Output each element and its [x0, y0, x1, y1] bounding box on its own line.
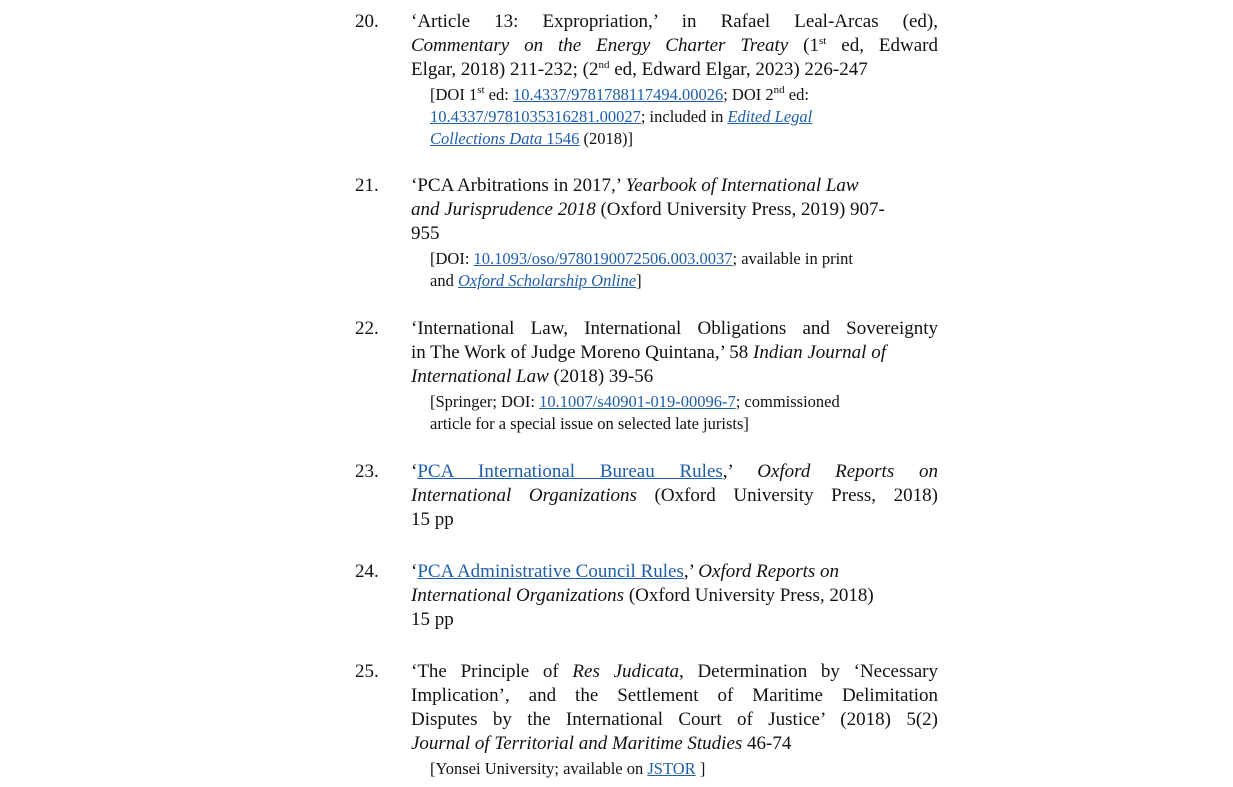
- citation-line: International Organizations (Oxford University Press, 2018): [411, 585, 874, 606]
- entry-24: [355, 560, 945, 634]
- entry-21: [355, 174, 945, 296]
- entry-number: 21.: [355, 175, 379, 196]
- entry-number: 23.: [355, 461, 379, 482]
- jstor-link[interactable]: JSTOR: [647, 759, 696, 778]
- citation-line: Commentary on the Energy Charter Treaty (1st ed, Edward: [411, 35, 938, 56]
- entry-22: [355, 317, 945, 439]
- entry-note: [DOI 1st ed: 10.4337/9781788117494.00026; DOI 2nd ed: 10.4337/9781035316281.00027; included in Edited Legal Collections Data 1546 (2018)]: [430, 84, 813, 148]
- entry-citation: [411, 317, 938, 389]
- pca-council-rules-link[interactable]: PCA Administrative Council Rules: [417, 561, 684, 582]
- pca-bureau-rules-link[interactable]: PCA International Bureau Rules: [417, 461, 723, 482]
- citation-line: 955: [411, 223, 440, 244]
- entry-23: [355, 460, 945, 534]
- entry-citation: [411, 10, 938, 82]
- citation-line: Journal of Territorial and Maritime Studies 46-74: [411, 733, 792, 754]
- citation-line: Elgar, 2018) 211-232; (2nd ed, Edward Elgar, 2023) 226-247: [411, 59, 868, 80]
- citation-line: in The Work of Judge Moreno Quintana,’ 58 Indian Journal of: [411, 342, 886, 363]
- citation-line: ‘PCA Administrative Council Rules,’ Oxford Reports on: [411, 561, 840, 582]
- edited-legal-collections-link[interactable]: Edited Legal: [727, 107, 813, 126]
- entry-citation: [411, 460, 938, 532]
- citation-line: ‘PCA Arbitrations in 2017,’ Yearbook of International Law: [411, 175, 859, 196]
- citation-line: International Law (2018) 39-56: [411, 366, 654, 387]
- entry-number: 25.: [355, 661, 379, 682]
- oxford-scholarship-link[interactable]: Oxford Scholarship Online: [457, 271, 637, 290]
- entry-citation: [411, 560, 921, 632]
- entry-number: 24.: [355, 561, 379, 582]
- citation-line: ‘The Principle of Res Judicata, Determination by ‘Necessary: [411, 661, 939, 682]
- doi-link[interactable]: 10.1093/oso/9780190072506.003.0037: [473, 249, 733, 268]
- citation-line: International Organizations (Oxford University Press, 2018): [411, 485, 938, 506]
- citation-line: 15 pp: [411, 509, 454, 530]
- entry-number: 20.: [355, 11, 379, 32]
- citation-line: ‘PCA International Bureau Rules,’ Oxford Reports on: [411, 461, 939, 482]
- entry-citation: [411, 660, 938, 756]
- edited-legal-collections-link-cont[interactable]: Collections Data 1546: [430, 129, 580, 148]
- doi-link[interactable]: 10.4337/9781788117494.00026: [512, 85, 724, 104]
- entry-note: [Springer; DOI: 10.1007/s40901-019-00096-7; commissioned article for a special issue on selected late jurists]: [430, 392, 840, 433]
- entry-citation: [411, 174, 911, 246]
- entry-number: 22.: [355, 318, 379, 339]
- doi-link[interactable]: 10.1007/s40901-019-00096-7: [539, 392, 736, 411]
- entry-note: [Yonsei University; available on JSTOR ]: [430, 759, 706, 778]
- entry-25: [355, 660, 945, 784]
- citation-line: 15 pp: [411, 609, 454, 630]
- citation-line: ‘Article 13: Expropriation,’ in Rafael Leal-Arcas (ed),: [411, 11, 938, 32]
- entry-20: [355, 10, 945, 160]
- doi-link[interactable]: 10.4337/9781035316281.00027: [430, 107, 641, 126]
- citation-line: and Jurisprudence 2018 (Oxford University Press, 2019) 907-: [411, 199, 885, 220]
- citation-line: Implication’, and the Settlement of Maritime Delimitation: [411, 685, 938, 706]
- citation-line: Disputes by the International Court of Justice’ (2018) 5(2): [411, 709, 938, 730]
- citation-line: ‘International Law, International Obligations and Sovereignty: [411, 318, 938, 339]
- entry-note: [DOI: 10.1093/oso/9780190072506.003.0037; available in print and Oxford Scholarship Online]: [430, 249, 854, 290]
